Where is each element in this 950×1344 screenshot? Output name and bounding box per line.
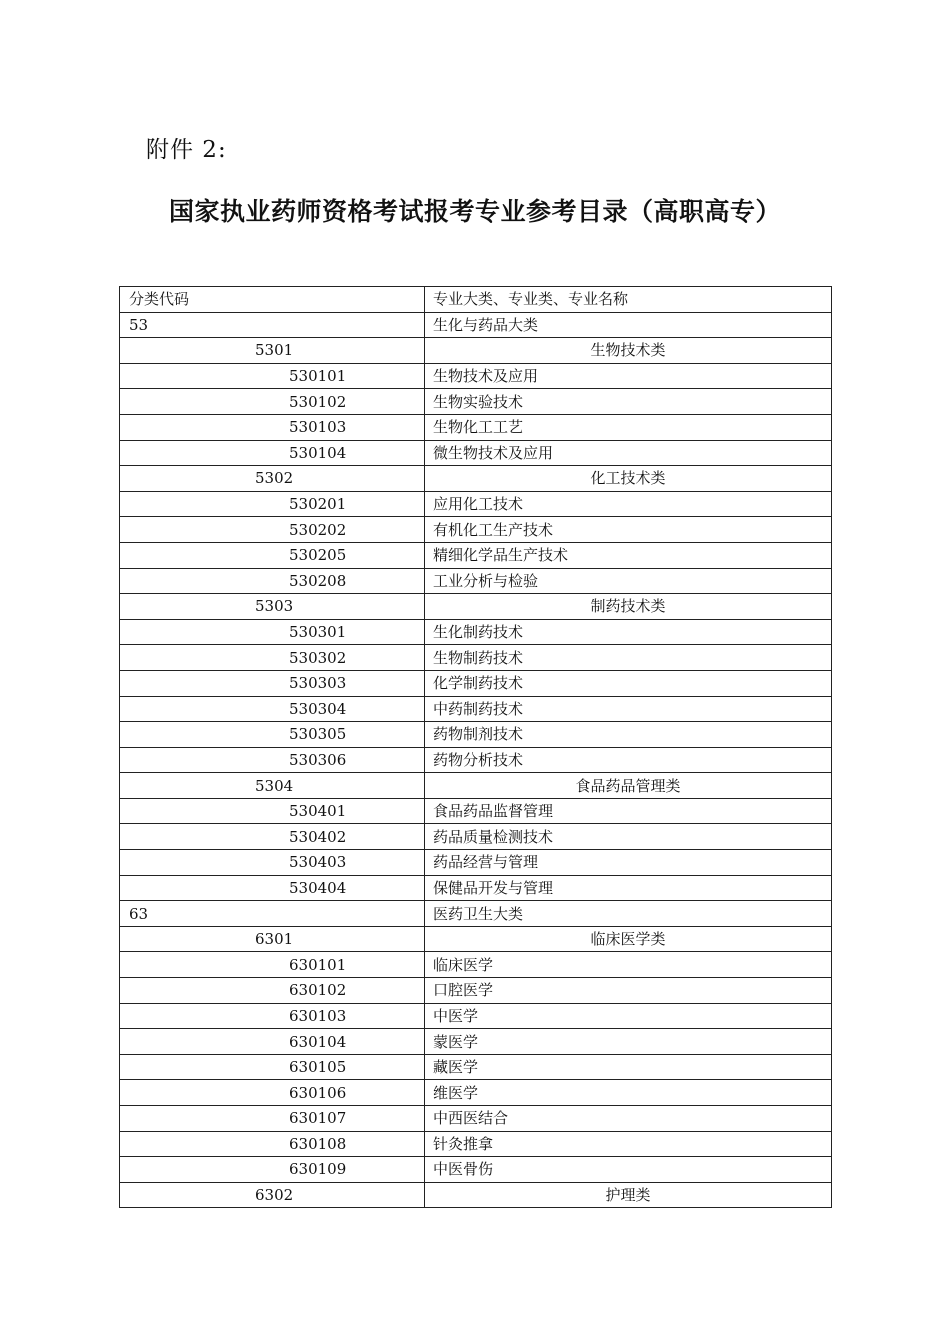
category-code: 630102 <box>120 978 425 1004</box>
table-row <box>120 747 832 773</box>
category-name: 化学制药技术 <box>425 670 832 696</box>
category-name: 药品经营与管理 <box>425 850 832 876</box>
category-code: 630105 <box>120 1054 425 1080</box>
category-name: 食品药品监督管理 <box>425 798 832 824</box>
category-name: 生物制药技术 <box>425 645 832 671</box>
table-row <box>120 594 832 620</box>
major-catalog-table <box>119 286 832 1208</box>
category-code: 530402 <box>120 824 425 850</box>
category-code: 5302 <box>120 466 425 492</box>
category-code: 630104 <box>120 1029 425 1055</box>
category-code: 530301 <box>120 619 425 645</box>
category-name: 生物技术类 <box>425 338 832 364</box>
category-name: 食品药品管理类 <box>425 773 832 799</box>
category-name: 药品质量检测技术 <box>425 824 832 850</box>
category-code: 530208 <box>120 568 425 594</box>
table-row <box>120 670 832 696</box>
category-code: 530403 <box>120 850 425 876</box>
category-code: 530302 <box>120 645 425 671</box>
table-row <box>120 798 832 824</box>
table-row <box>120 1029 832 1055</box>
table-row <box>120 389 832 415</box>
table-row <box>120 466 832 492</box>
category-name: 微生物技术及应用 <box>425 440 832 466</box>
category-code: 530305 <box>120 722 425 748</box>
category-name: 保健品开发与管理 <box>425 875 832 901</box>
category-name: 药物制剂技术 <box>425 722 832 748</box>
table-row <box>120 1157 832 1183</box>
category-code: 5304 <box>120 773 425 799</box>
category-code: 530202 <box>120 517 425 543</box>
table-row <box>120 491 832 517</box>
table-row <box>120 978 832 1004</box>
table-row <box>120 1106 832 1132</box>
category-code: 530401 <box>120 798 425 824</box>
table-row <box>120 645 832 671</box>
category-name: 生物实验技术 <box>425 389 832 415</box>
table-row <box>120 824 832 850</box>
category-name: 制药技术类 <box>425 594 832 620</box>
table-row <box>120 875 832 901</box>
catalog-table-body <box>120 287 832 1208</box>
category-code: 53 <box>120 312 425 338</box>
category-name: 生物化工工艺 <box>425 414 832 440</box>
table-row <box>120 338 832 364</box>
category-code: 530101 <box>120 363 425 389</box>
category-code: 530205 <box>120 542 425 568</box>
table-row <box>120 773 832 799</box>
table-row <box>120 696 832 722</box>
category-name: 临床医学类 <box>425 926 832 952</box>
category-name: 口腔医学 <box>425 978 832 1004</box>
category-name: 生化与药品大类 <box>425 312 832 338</box>
category-name: 临床医学 <box>425 952 832 978</box>
table-row <box>120 619 832 645</box>
category-code: 630103 <box>120 1003 425 1029</box>
attachment-label: 附件 2: <box>146 137 227 163</box>
table-row <box>120 952 832 978</box>
category-name: 蒙医学 <box>425 1029 832 1055</box>
table-row <box>120 722 832 748</box>
category-code: 530404 <box>120 875 425 901</box>
table-row <box>120 926 832 952</box>
table-row <box>120 312 832 338</box>
category-code: 630106 <box>120 1080 425 1106</box>
category-code: 630107 <box>120 1106 425 1132</box>
category-name: 化工技术类 <box>425 466 832 492</box>
table-row <box>120 1003 832 1029</box>
table-row <box>120 440 832 466</box>
category-code: 530304 <box>120 696 425 722</box>
table-row <box>120 901 832 927</box>
category-code: 630101 <box>120 952 425 978</box>
table-row <box>120 414 832 440</box>
table-row <box>120 1182 832 1208</box>
table-row <box>120 363 832 389</box>
category-name: 针灸推拿 <box>425 1131 832 1157</box>
category-code: 63 <box>120 901 425 927</box>
category-name: 药物分析技术 <box>425 747 832 773</box>
table-row <box>120 517 832 543</box>
category-name: 生物技术及应用 <box>425 363 832 389</box>
category-code: 5303 <box>120 594 425 620</box>
category-code: 530102 <box>120 389 425 415</box>
category-name: 中西医结合 <box>425 1106 832 1132</box>
table-row <box>120 568 832 594</box>
category-name: 精细化学品生产技术 <box>425 542 832 568</box>
table-row <box>120 1080 832 1106</box>
category-name: 中医骨伤 <box>425 1157 832 1183</box>
category-code: 530201 <box>120 491 425 517</box>
category-code: 530306 <box>120 747 425 773</box>
category-name: 生化制药技术 <box>425 619 832 645</box>
category-code: 630109 <box>120 1157 425 1183</box>
category-name: 医药卫生大类 <box>425 901 832 927</box>
table-row <box>120 850 832 876</box>
category-name: 维医学 <box>425 1080 832 1106</box>
category-name: 中医学 <box>425 1003 832 1029</box>
table-row <box>120 1131 832 1157</box>
category-code: 530303 <box>120 670 425 696</box>
category-code: 530104 <box>120 440 425 466</box>
category-name: 有机化工生产技术 <box>425 517 832 543</box>
category-name: 应用化工技术 <box>425 491 832 517</box>
category-name: 中药制药技术 <box>425 696 832 722</box>
category-name: 工业分析与检验 <box>425 568 832 594</box>
category-code: 6302 <box>120 1182 425 1208</box>
category-code: 6301 <box>120 926 425 952</box>
category-code: 630108 <box>120 1131 425 1157</box>
category-name: 藏医学 <box>425 1054 832 1080</box>
table-row <box>120 1054 832 1080</box>
document-title: 国家执业药师资格考试报考专业参考目录（高职高专） <box>168 197 781 226</box>
table-header-row <box>120 287 832 313</box>
table-row <box>120 542 832 568</box>
category-code: 530103 <box>120 414 425 440</box>
category-name: 护理类 <box>425 1182 832 1208</box>
header-name: 专业大类、专业类、专业名称 <box>425 287 832 313</box>
category-code: 5301 <box>120 338 425 364</box>
header-code: 分类代码 <box>120 287 425 313</box>
